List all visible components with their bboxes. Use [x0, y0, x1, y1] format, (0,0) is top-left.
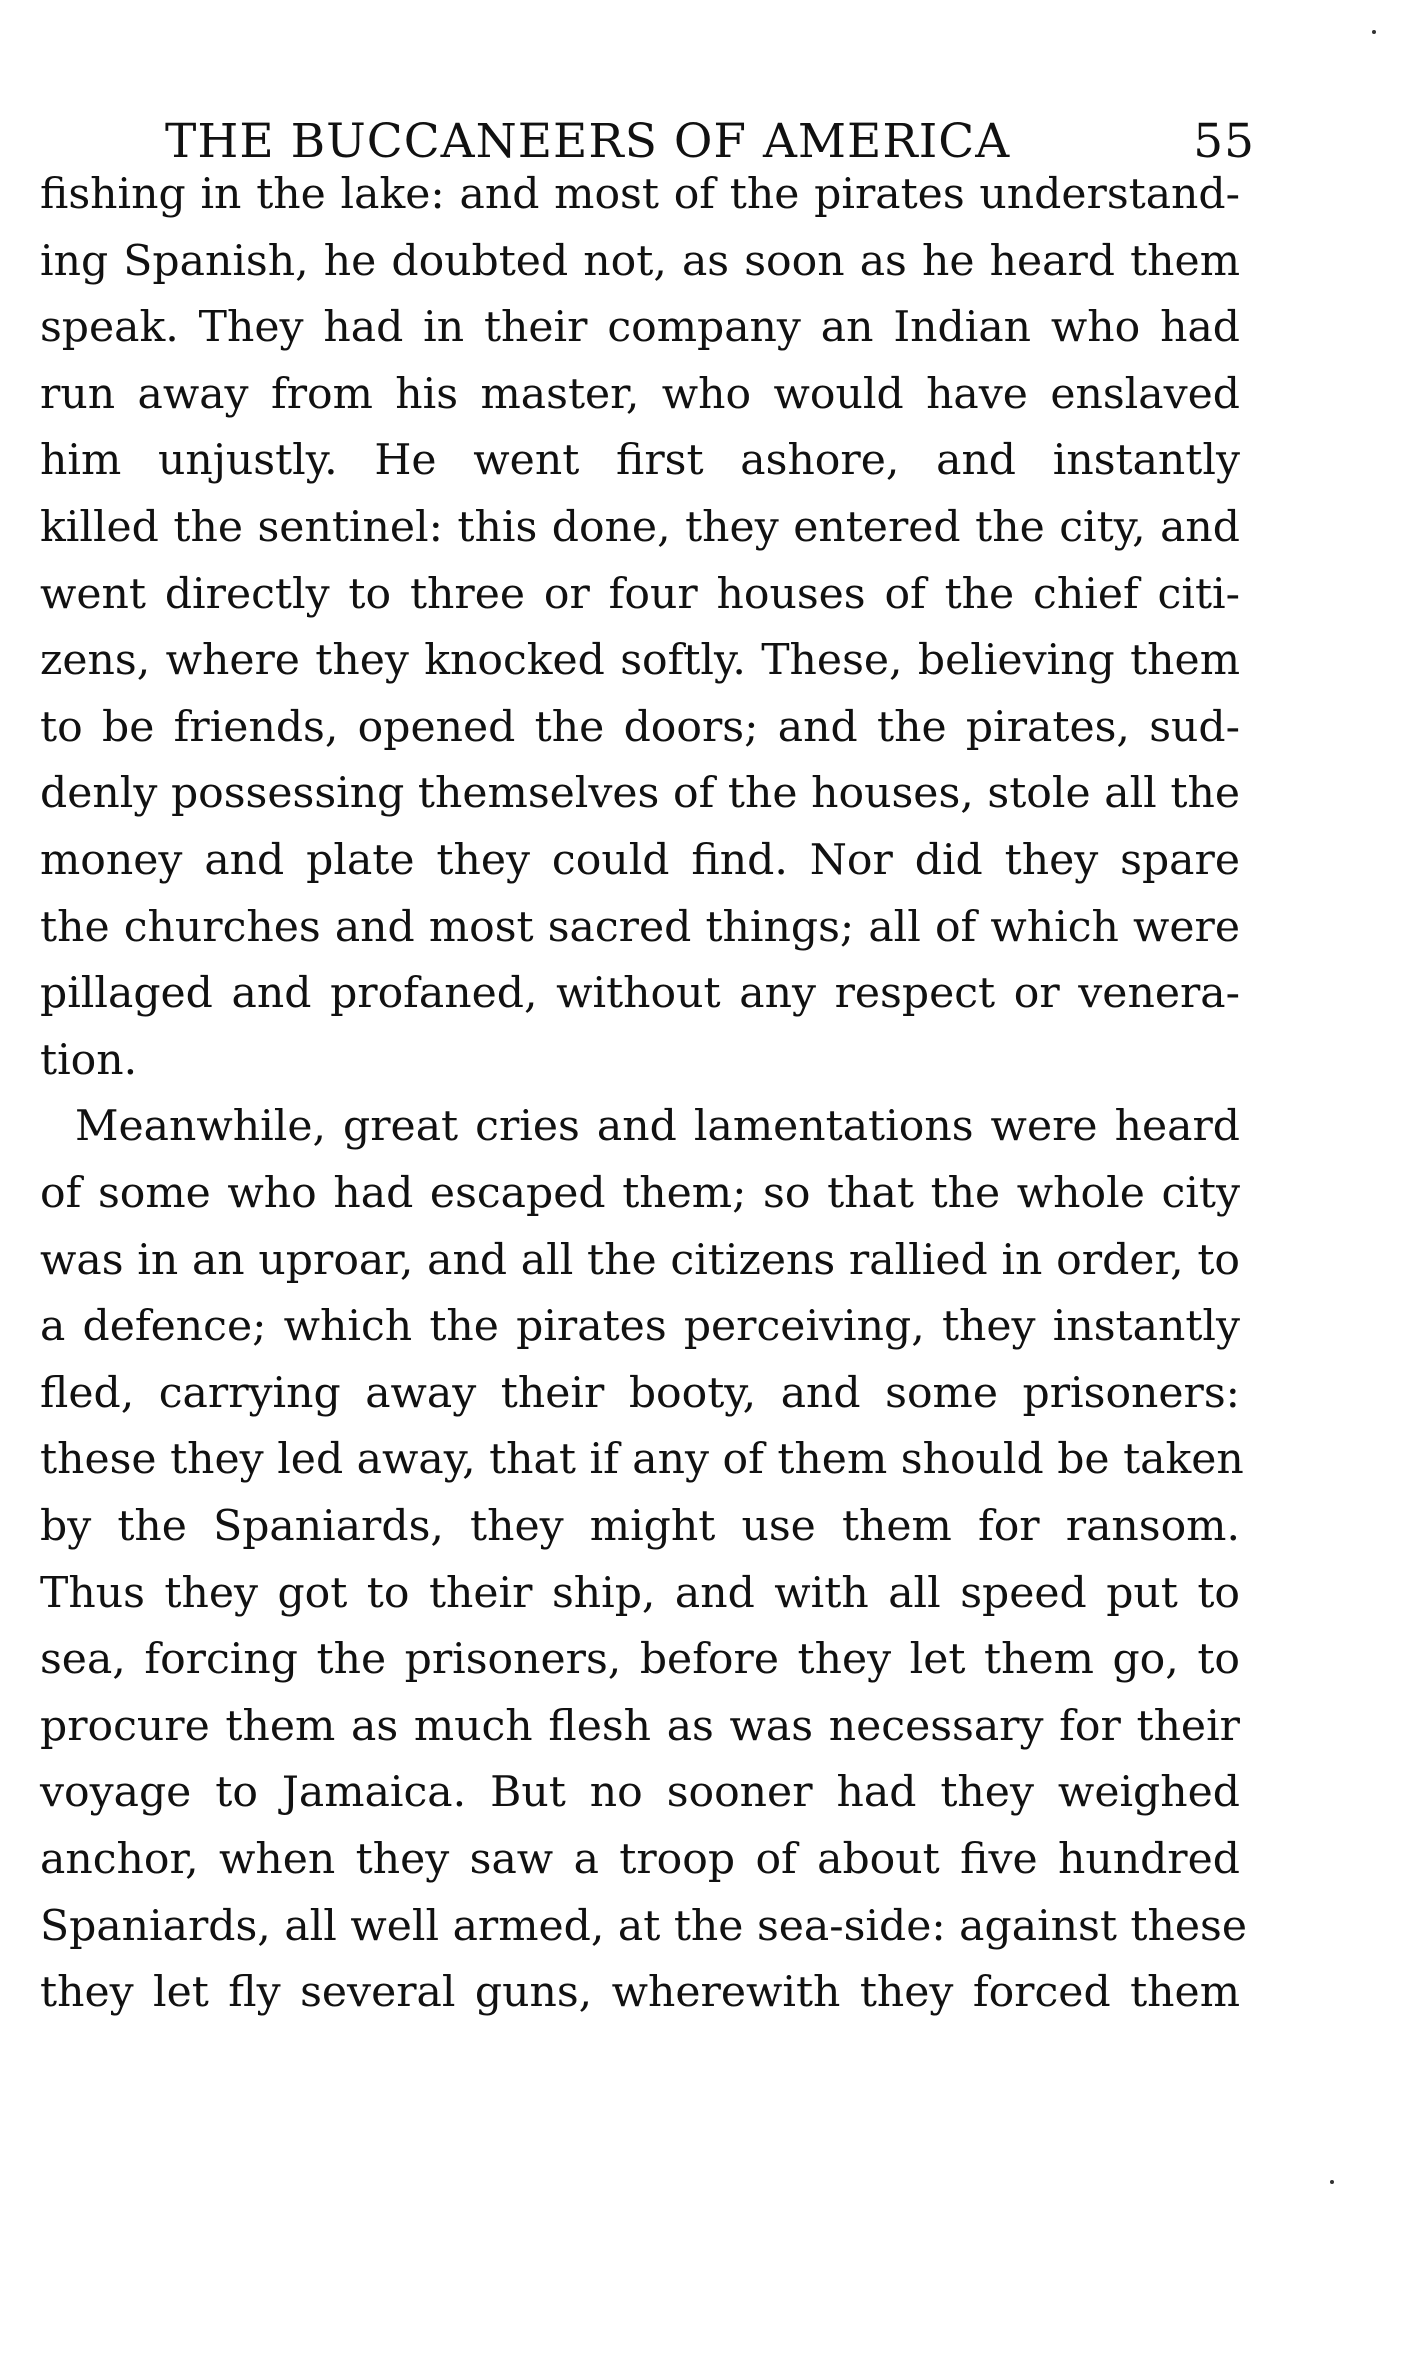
text-line: Thus they got to their ship, and with all speed put to [40, 1568, 1240, 1618]
text-line: went directly to three or four houses of the chief citi- [40, 569, 1240, 619]
text-line: the churches and most sacred things; all of which were [40, 902, 1240, 952]
text-line: of some who had escaped them; so that the whole city [40, 1169, 1240, 1218]
text-line: ing Spanish, he doubted not, as soon as he heard them [40, 236, 1240, 286]
text-line: procure them as much flesh as was necessary for their [40, 1701, 1240, 1751]
text-line: to be friends, opened the doors; and the pirates, sud- [40, 702, 1240, 752]
page-number: 55 [1193, 114, 1255, 169]
text-line: voyage to Jamaica. But no sooner had they weighed [40, 1768, 1240, 1818]
text-line: run away from his master, who would have enslaved [40, 369, 1240, 419]
text-line: killed the sentinel: this done, they entered the city, and [40, 503, 1240, 552]
text-line: denly possessing themselves of the houses, stole all the [40, 769, 1240, 819]
scan-speck [1372, 30, 1376, 34]
text-line: Spaniards, all well armed, at the sea-side: against these [40, 1901, 1247, 1951]
scan-speck [1330, 2180, 1334, 2184]
text-line: by the Spaniards, they might use them for ransom. [40, 1502, 1240, 1551]
text-line: him unjustly. He went first ashore, and instantly [40, 436, 1240, 486]
text-line: tion. [40, 1035, 138, 1085]
text-line: a defence; which the pirates perceiving, they instantly [40, 1302, 1240, 1352]
text-line: fishing in the lake: and most of the pirates understand- [40, 170, 1240, 219]
text-line: Meanwhile, great cries and lamentations were heard [75, 1102, 1240, 1152]
text-line: money and plate they could find. Nor did they spare [40, 836, 1240, 885]
text-line: they let fly several guns, wherewith they forced them [40, 1968, 1240, 2018]
running-head-title: THE BUCCANEERS OF AMERICA [165, 114, 1011, 169]
text-line: speak. They had in their company an Indian who had [40, 303, 1240, 353]
running-head [165, 112, 1255, 172]
text-line: was in an uproar, and all the citizens rallied in order, to [40, 1235, 1240, 1285]
text-line: these they led away, that if any of them should be taken [40, 1435, 1244, 1485]
text-line: pillaged and profaned, without any respect or venera- [40, 969, 1240, 1019]
text-line: anchor, when they saw a troop of about five hundred [40, 1835, 1240, 1884]
text-line: fled, carrying away their booty, and some prisoners: [40, 1368, 1240, 1418]
text-line: sea, forcing the prisoners, before they let them go, to [40, 1635, 1240, 1685]
text-line: zens, where they knocked softly. These, believing them [40, 636, 1240, 686]
